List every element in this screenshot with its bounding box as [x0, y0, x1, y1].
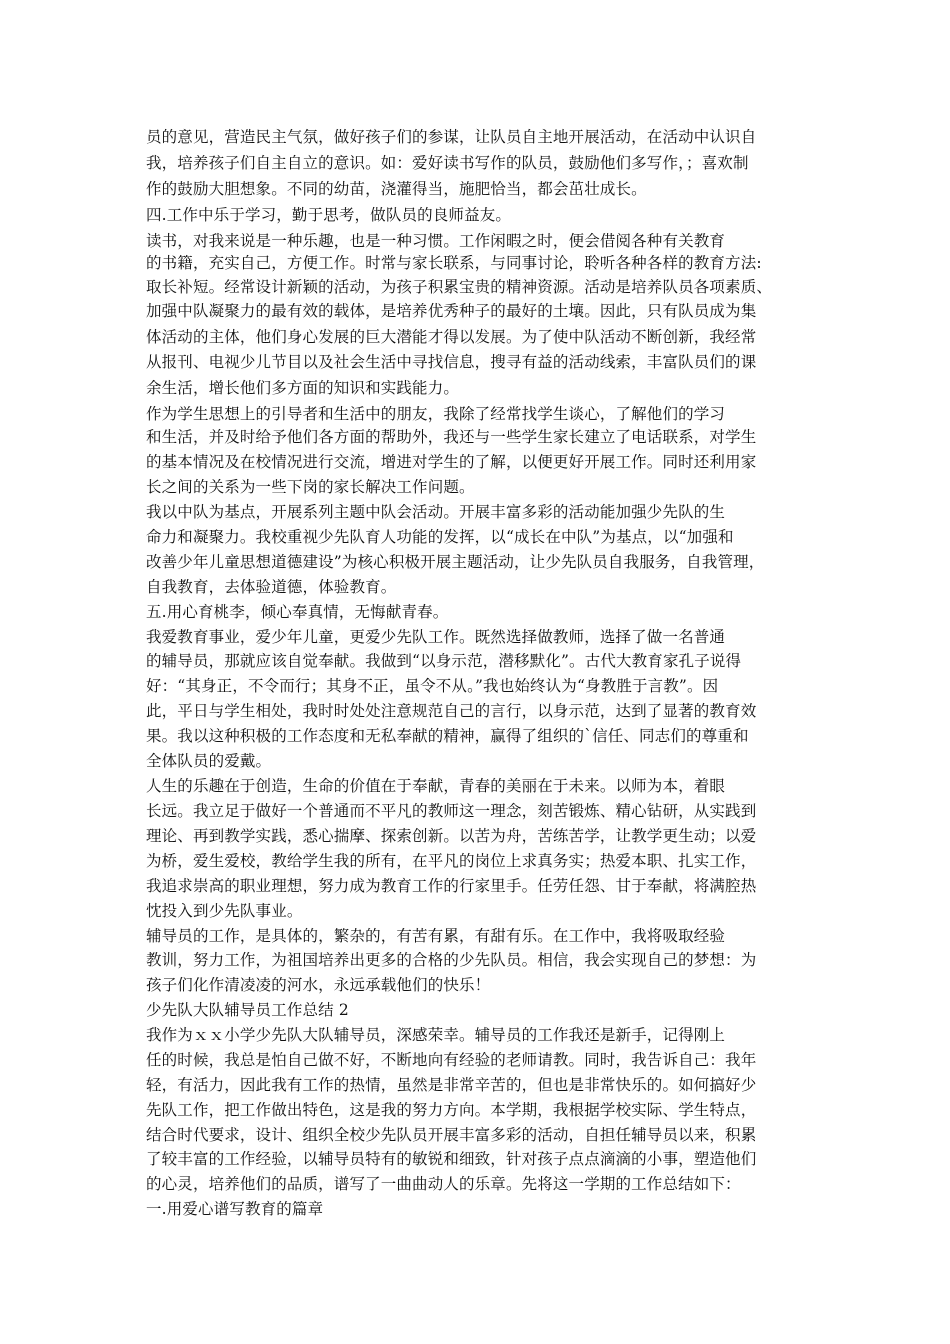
text-line: 从报刊、电视少儿节目以及社会生活中寻找信息，搜寻有益的活动线索，丰富队员们的课 [146, 353, 757, 371]
text-line: 员的意见，营造民主气氛，做好孩子们的参谋，让队员自主地开展活动，在活动中认识自 [146, 128, 757, 146]
text-line: 结合时代要求，设计、组织全校少先队员开展丰富多彩的活动，自担任辅导员以来，积累 [146, 1126, 757, 1144]
text-line: 和生活，并及时给予他们各方面的帮助外，我还与一些学生家长建立了电话联系，对学生 [146, 428, 757, 446]
text-line: 好：“其身正，不令而行；其身不正，虽令不从。”我也始终认为“身教胜于言教”。因 [146, 677, 719, 695]
text-line: 果。我以这种积极的工作态度和无私奉献的精神，赢得了组织的`信任、同志们的尊重和 [146, 727, 749, 745]
text-line: 体活动的主体，他们身心发展的巨大潜能才得以发展。为了使中队活动不断创新，我经常 [146, 328, 757, 346]
text-line: 余生活，增长他们多方面的知识和实践能力。 [146, 379, 460, 397]
text-line: 教训，努力工作，为祖国培养出更多的合格的少先队员。相信，我会实现自己的梦想：为 [146, 951, 757, 969]
text-line: 人生的乐趣在于创造，生命的价值在于奉献，青春的美丽在于未来。以师为本，着眼 [146, 777, 726, 795]
text-line: 此，平日与学生相处，我时时处处注意规范自己的言行，以身示范，达到了显著的教育效 [146, 702, 757, 720]
text-line: 取长补短。经常设计新颖的活动，为孩子积累宝贵的精神资源。活动是培养队员各项素质、 [146, 278, 773, 296]
text-line: 的基本情况及在校情况进行交流，增进对学生的了解，以便更好开展工作。同时还利用家 [146, 453, 757, 471]
text-line: 我作为ｘｘ小学少先队大队辅导员，深感荣幸。辅导员的工作我还是新手，记得刚上 [146, 1026, 726, 1044]
text-line: 理论、再到教学实践，悉心揣摩、探索创新。以苦为舟，苦练苦学，让教学更生动；以爱 [146, 827, 757, 845]
text-line: 自我教育，去体验道德，体验教育。 [146, 578, 397, 596]
text-line: 命力和凝聚力。我校重视少先队育人功能的发挥，以“成长在中队”为基点，以“加强和 [146, 528, 734, 546]
text-line: 先队工作，把工作做出特色，这是我的努力方向。本学期，我根据学校实际、学生特点， [146, 1101, 757, 1119]
text-line: 忱投入到少先队事业。 [146, 902, 303, 920]
text-line: 长远。我立足于做好一个普通而不平凡的教师这一理念，刻苦锻炼、精心钻研，从实践到 [146, 802, 757, 820]
section-heading-5: 五.用心育桃李，倾心奉真情，无悔献青春。 [146, 603, 449, 621]
text-line: 辅导员的工作，是具体的，繁杂的，有苦有累，有甜有乐。在工作中，我将吸取经验 [146, 927, 726, 945]
text-line: 我追求崇高的职业理想，努力成为教育工作的行家里手。任劳任怨、甘于奉献，将满腔热 [146, 877, 757, 895]
text-line: 任的时候，我总是怕自己做不好，不断地向有经验的老师请教。同时，我告诉自己：我年 [146, 1051, 757, 1069]
text-line: 作的鼓励大胆想象。不同的幼苗，浇灌得当，施肥恰当，都会茁壮成长。 [146, 180, 647, 198]
text-line: 孩子们化作清凌凌的河水，永远承载他们的快乐！ [146, 976, 491, 994]
text-line: 全体队员的爱戴。 [146, 752, 272, 770]
text-line: 我，培养孩子们自主自立的意识。如：爱好读书写作的队员，鼓励他们多写作，；喜欢制 [146, 154, 749, 172]
text-line: 我爱教育事业，爱少年儿童，更爱少先队工作。既然选择做教师，选择了做一名普通 [146, 628, 726, 646]
text-line: 轻，有活力，因此我有工作的热情，虽然是非常辛苦的，但也是非常快乐的。如何搞好少 [146, 1076, 757, 1094]
text-line: 读书，对我来说是一种乐趣，也是一种习惯。工作闲暇之时，便会借阅各种有关教育 [146, 232, 726, 250]
text-line: 作为学生思想上的引导者和生活中的朋友，我除了经常找学生谈心，了解他们的学习 [146, 405, 726, 423]
text-line: 的辅导员，那就应该自觉奉献。我做到“以身示范，潜移默化”。古代大教育家孔子说得 [146, 652, 742, 670]
text-line: 改善少年儿童思想道德建设”为核心积极开展主题活动，让少先队员自我服务，自我管理， [146, 553, 765, 571]
text-line: 加强中队凝聚力的最有效的载体，是培养优秀种子的最好的土壤。因此，只有队员成为集 [146, 302, 757, 320]
text-line: 的书籍，充实自己，方便工作。时常与家长联系，与同事讨论，聆听各种各样的教育方法: [146, 254, 762, 272]
text-line: 了较丰富的工作经验，以辅导员特有的敏锐和细致，针对孩子点点滴滴的小事，塑造他们 [146, 1150, 757, 1168]
text-line: 的心灵，培养他们的品质，谱写了一曲曲动人的乐章。先将这一学期的工作总结如下： [146, 1175, 741, 1193]
section-heading-1: 一.用爱心谱写教育的篇章 [146, 1200, 324, 1218]
document-subtitle: 少先队大队辅导员工作总结 2 [146, 1001, 349, 1019]
section-heading-4: 四.工作中乐于学习，勤于思考，做队员的良师益友。 [146, 206, 512, 224]
text-line: 为桥，爱生爱校，教给学生我的所有，在平凡的岗位上求真务实；热爱本职、扎实工作， [146, 852, 757, 870]
text-line: 我以中队为基点，开展系列主题中队会活动。开展丰富多彩的活动能加强少先队的生 [146, 503, 726, 521]
text-line: 长之间的关系为一些下岗的家长解决工作问题。 [146, 478, 475, 496]
